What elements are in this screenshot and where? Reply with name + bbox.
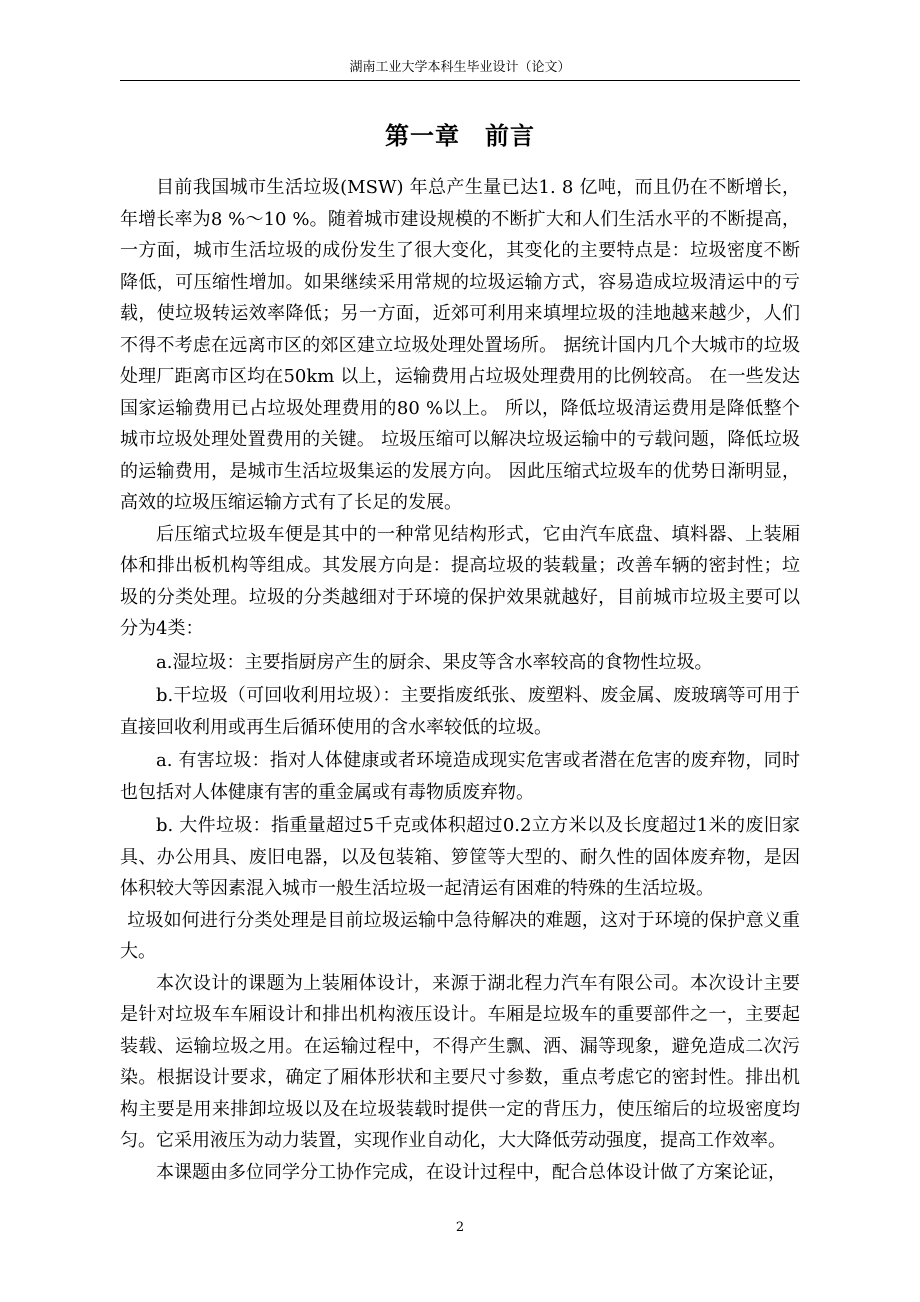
page-header [120, 56, 800, 81]
list-item-hazardous-garbage: a. 有害垃圾：指对人体健康或者环境造成现实危害或者潜在危害的废弃物，同时也包括对人体健康有害的重金属或有毒物质废弃物。 [120, 750, 800, 803]
header-text: 湖南工业大学本科生毕业设计（论文） [349, 60, 571, 75]
paragraph-design-topic: 本次设计的课题为上装厢体设计，来源于湖北程力汽车有限公司。本次设计主要是针对垃圾车车厢设计和排出机构液压设计。车厢是垃圾车的重要部件之一，主要起装载、运输垃圾之用。在运输过程中，不得产生飘、洒、漏等现象，避免造成二次污染。根据设计要求，确定了厢体形状和主要尺寸参数，重点考虑它的密封性。排出机构主要是用来排卸垃圾以及在垃圾装载时提供一定的背压力，使压缩后的垃圾密度均匀。它采用液压为动力装置，实现作业自动化，大大降低劳动强度，提高工作效率。 [120, 972, 800, 1151]
paragraph-collaboration: 本课题由多位同学分工协作完成，在设计过程中，配合总体设计做了方案论证， [156, 1161, 786, 1183]
paragraph-truck-structure: 后压缩式垃圾车便是其中的一种常见结构形式，它由汽车底盘、填料器、上装厢体和排出板机构等组成。其发展方向是：提高垃圾的装载量；改善车辆的密封性；垃圾的分类处理。垃圾的分类越细对于环境的保护效果就越好，目前城市垃圾主要可以分为4类： [120, 523, 800, 639]
list-item-dry-garbage: b.干垃圾（可回收利用垃圾）：主要指废纸张、废塑料、废金属、废玻璃等可用于直接回收利用或再生后循环使用的含水率较低的垃圾。 [120, 685, 800, 738]
page-number: 2 [455, 1220, 465, 1235]
body-text [120, 172, 800, 1188]
list-item-bulky-garbage: b. 大件垃圾：指重量超过5千克或体积超过0.2立方米以及长度超过1米的废旧家具、办公用具、废旧电器，以及包装箱、箩筐等大型的、耐久性的固体废弃物，是因体积较大等因素混入城市一般生活垃圾一起清运有困难的特殊的生活垃圾。 [120, 815, 800, 899]
paragraph-intro: 目前我国城市生活垃圾(MSW) 年总产生量已达1. 8 亿吨，而且仍在不断增长，年增长率为8 %～10 %。随着城市建设规模的不断扩大和人们生活水平的不断提高，一方面，城市生活垃圾的成份发生了很大变化，其变化的主要特点是：垃圾密度不断降低，可压缩性增加。如果继续采用常规的垃圾运输方式，容易造成垃圾清运中的亏载，使垃圾转运效率降低；另一方面，近郊可利用来填埋垃圾的洼地越来越少，人们不得不考虑在远离市区的郊区建立垃圾处理处置场所。 据统计国内几个大城市的垃圾处理厂距离市区均在50km 以上，运输费用占垃圾处理费用的比例较高。 在一些发达国家运输费用已占垃圾处理费用的80 %以上。 所以，降低垃圾清运费用是降低整个城市垃圾处理处置费用的关键。 垃圾压缩可以解决垃圾运输中的亏载问题，降低垃圾的运输费用，是城市生活垃圾集运的发展方向。 因此压缩式垃圾车的优势日渐明显，高效的垃圾压缩运输方式有了长足的发展。 [120, 177, 800, 513]
list-item-wet-garbage: a.湿垃圾：主要指厨房产生的厨余、果皮等含水率较高的食物性垃圾。 [156, 651, 713, 673]
chapter-title: 第一章 前言 [385, 121, 535, 150]
paragraph-sorting-problem: 垃圾如何进行分类处理是目前垃圾运输中急待解决的难题，这对于环境的保护意义重大。 [120, 909, 800, 962]
